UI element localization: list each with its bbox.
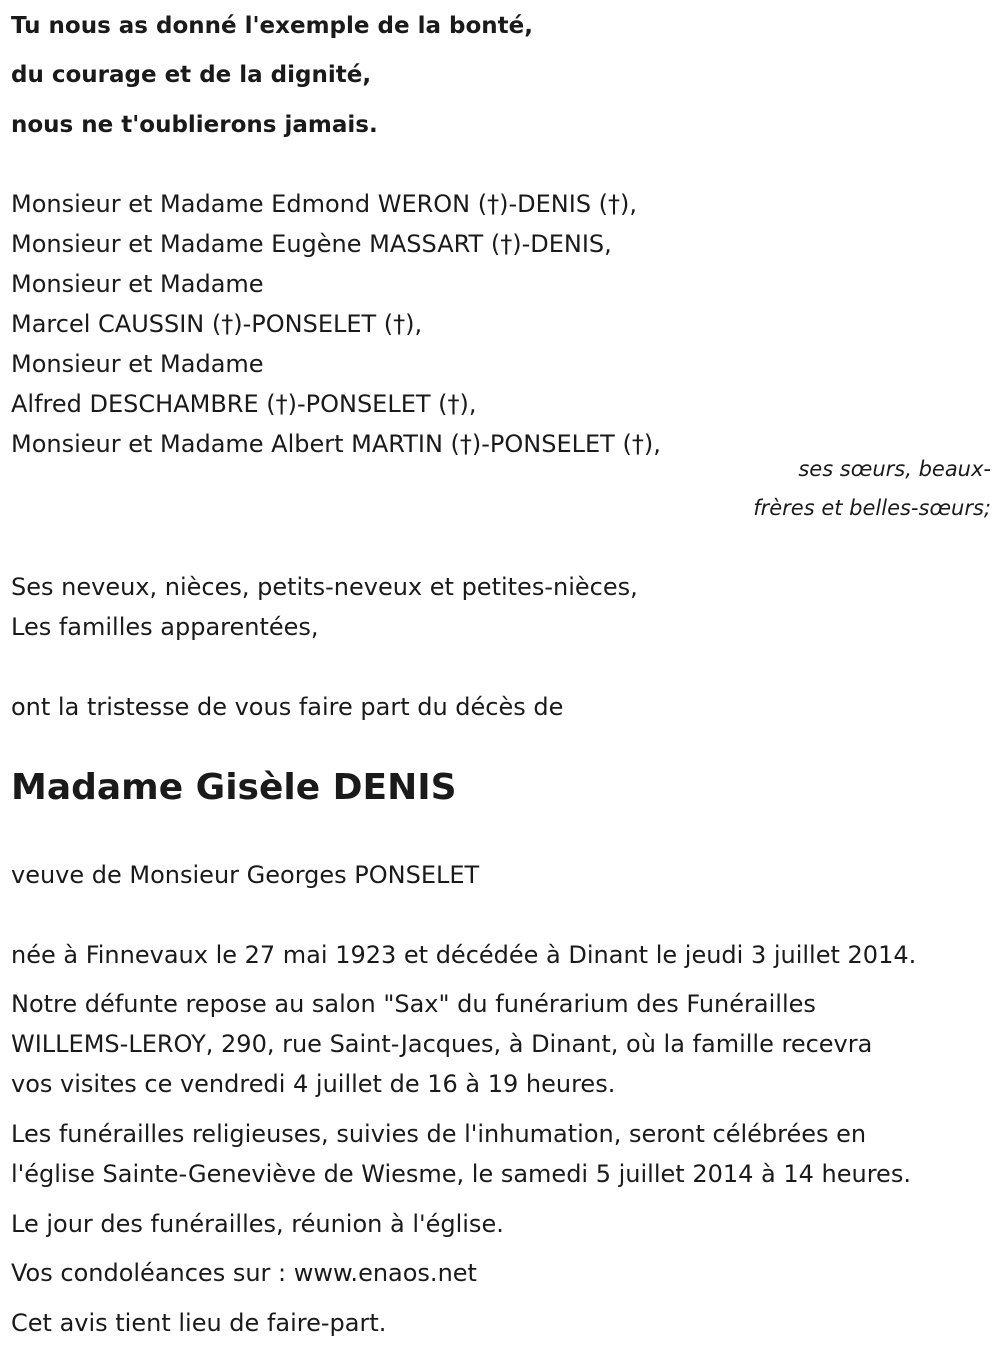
meeting-line: Le jour des funérailles, réunion à l'église. [11,1210,504,1238]
visitation-line: vos visites ce vendredi 4 juillet de 16 à 19 heures. [11,1070,616,1098]
closing-line: Cet avis tient lieu de faire-part. [11,1309,387,1337]
family-member-line: Alfred DESCHAMBRE (†)-PONSELET (†), [11,390,477,418]
family-relation-note: ses sœurs, beaux-frères et belles-sœurs; [753,457,991,520]
visitation-line: Notre défunte repose au salon "Sax" du funérarium des Funérailles [11,990,816,1018]
relatives-line: Ses neveux, nièces, petits-neveux et petites-nièces, [11,573,638,601]
family-member-line: Monsieur et Madame Albert MARTIN (†)-PONSELET (†), [11,430,661,458]
epigraph-line: Tu nous as donné l'exemple de la bonté, [11,13,533,39]
epigraph-line: du courage et de la dignité, [11,62,372,88]
deceased-name: Madame Gisèle DENIS [11,767,457,808]
epigraph-line: nous ne t'oublierons jamais. [11,112,378,138]
family-member-line: Marcel CAUSSIN (†)-PONSELET (†), [11,310,423,338]
announcement-text: ont la tristesse de vous faire part du décès de [11,693,564,721]
visitation-line: WILLEMS-LEROY, 290, rue Saint-Jacques, à Dinant, où la famille recevra [11,1030,873,1058]
family-member-line: Monsieur et Madame Edmond WERON (†)-DENIS (†), [11,190,638,218]
funeral-line: l'église Sainte-Geneviève de Wiesme, le samedi 5 juillet 2014 à 14 heures. [11,1160,911,1188]
family-member-line: Monsieur et Madame [11,350,264,378]
birth-death-line: née à Finnevaux le 27 mai 1923 et décédée à Dinant le jeudi 3 juillet 2014. [11,941,917,969]
funeral-line: Les funérailles religieuses, suivies de l'inhumation, seront célébrées en [11,1120,867,1148]
condolences-line: Vos condoléances sur : www.enaos.net [11,1259,477,1287]
family-member-line: Monsieur et Madame [11,270,264,298]
relatives-line: Les familles apparentées, [11,613,319,641]
spouse-line: veuve de Monsieur Georges PONSELET [11,861,480,889]
family-member-line: Monsieur et Madame Eugène MASSART (†)-DENIS, [11,230,612,258]
